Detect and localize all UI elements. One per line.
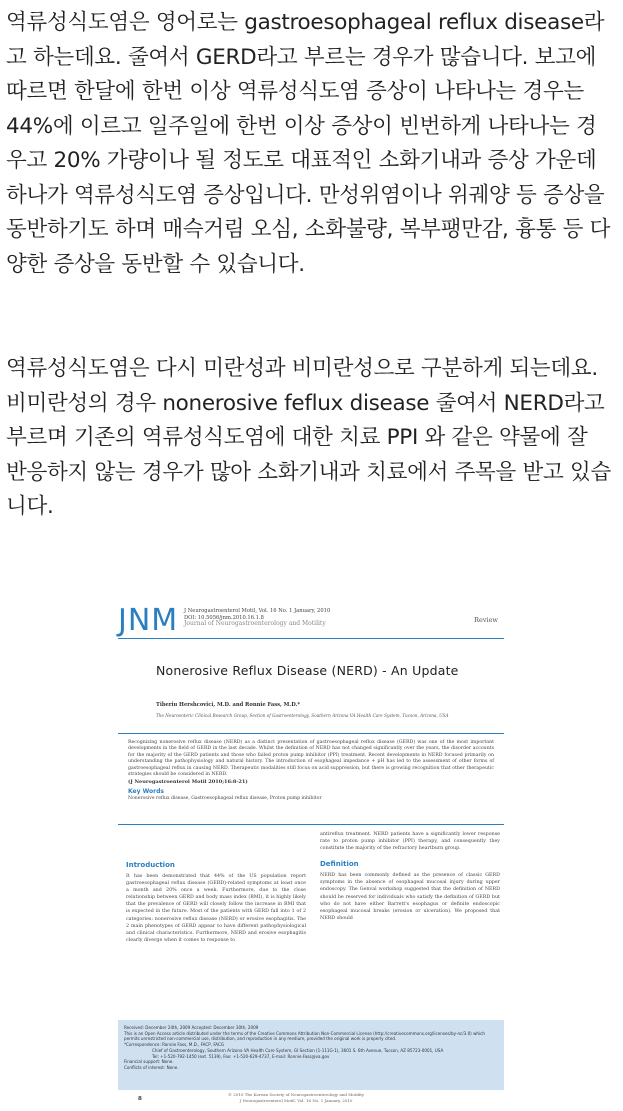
journal-header: [118, 604, 504, 640]
footnote-address: Chief of Gastroenterology, Southern Arizona VA Health Care System, GI Section (1-111G-1), 3601 S. 6th Avenue, Tucson, AZ 85723-0001, USA: [152, 1047, 444, 1053]
abstract-citation: (J Neurogastroenterol Motil 2010;16:8-21): [128, 779, 248, 786]
definition-heading: Definition: [320, 860, 359, 869]
copyright-line-1: © 2010 The Korean Society of Neurogastroenterology and Motility: [228, 1092, 365, 1097]
paper-authors: Tiberiu Hershcovici, M.D. and Ronnie Fass, M.D.*: [156, 702, 301, 708]
paper-image: [108, 596, 514, 1106]
journal-doi: DOI: 10.5056/jnm.2010.16.1.8: [184, 615, 264, 621]
footnote-contact: Tel: +1-520-792-1450 (ext. 5139), Fax: +1-520-629-4737, E-mail: Ronnie.Fass@va.gov: [152, 1053, 330, 1059]
paragraph-1: 역류성식도염은 영어로는 gastroesophageal reflux disease라고 하는데요. 줄여서 GERD라고 부르는 경우가 많습니다. 보고에 따르면 한달에 한번 이상 역류성식도염 증상이 나타나는 경우는 44%에 이르고 일주일에 한번 이상 증상이 빈번하게 나타나는 경우고 20% 가량이나 될 정도로 대표적인 소화기내과 증상 가운데 하나가 역류성식도염 증상입니다. 만성위염이나 위궤양 등 증상을 동반하기도 하며 매슥거림 오심, 소화불량, 복부팽만감, 흉통 등 다양한 증상을 동반할 수 있습니다.: [6, 10, 611, 277]
copyright: [228, 1092, 364, 1103]
footnote-license: This is an Open Access article distributed under the terms of the Creative Commons Attribution Non-Commercial License (http://creativecommons.org/licenses/by-nc/3.0) which permits unrestricted non-commercial use, distribution, and reproduction in any medium, provided the original work is properly cited.: [124, 1030, 486, 1042]
intro-heading: Introduction: [126, 861, 175, 869]
abstract-box: [118, 733, 504, 825]
footnote-correspondence: *Correspondence: Ronnie Fass, M.D., FACP, FACG: [124, 1042, 225, 1048]
col2-top-text: antireflux treatment. NERD patients have a significantly lower response rate to proton pump inhibitor (PPI) therapy, and consequently they constitute the majority of the refractory heartburn group.: [320, 832, 500, 852]
footnote-financial: Financial support: None.: [124, 1059, 174, 1065]
copyright-line-2: J Neurogastroenterol Motil, Vol. 16 No. 1 January, 2010: [239, 1097, 353, 1103]
paragraph-2: 역류성식도염은 다시 미란성과 비미란성으로 구분하게 되는데요. 비미란성의 경우 nonerosive feflux disease 줄여서 NERD라고 부르며 기존의 역류성식도염에 대한 치료 PPI 와 같은 약물에 잘 반응하지 않는 경우가 많아 소화기내과 치료에서 주목을 받고 있습니다.: [6, 356, 611, 519]
left-column: [126, 861, 306, 944]
abstract-text: Recognizing nonerosive reflux disease (NERD) as a distinct presentation of gastroesophageal reflux disease (GERD) was one of the most important developments in the field of GERD in the last decade. Whilst the definition of NERD has not changed significantly over the years, the disorder accounts for the majority of the GERD patients and those who failed proton pump inhibitor (PPI) treatment. Recent developments in NERD focused primarily on understanding the pathophysiology and natural history. The introduction of esophageal impedance + pH has led to the assessment of other forms of gastroesophageal reflux in causing NERD. Therapeutic modalities still focus on acid suppression, but there is growing recognition that other therapeutic strategies should be considered in NERD.: [128, 740, 494, 778]
keywords-text: Nonerosive reflux disease, Gastroesophageal reflux disease, Proton pump inhibitor: [128, 796, 322, 802]
definition-text: NERD has been commonly defined as the presence of classic GERD symptoms in the absence of esophageal mucosal injury during upper endoscopy. The Genval workshop suggested that the definition of NERD should be reserved for individuals who satisfy the definition of GERD but who do not have either Barrett's esophagus or definite endoscopic esophageal mucosal breaks (erosion or ulceration). We proposed that NERD should: [320, 873, 500, 921]
journal-issue: J Neurogastroenterol Motil, Vol. 16 No. 1 January, 2010: [184, 608, 331, 614]
keywords-heading: Key Words: [128, 788, 164, 796]
paper-title: Nonerosive Reflux Disease (NERD) - An Update: [156, 663, 459, 678]
footnote-conflicts: Conflicts of interest: None.: [124, 1064, 179, 1070]
footnote-box: [118, 1020, 504, 1090]
header-rule: [118, 638, 504, 639]
journal-name: Journal of Neurogastroenterology and Motility: [184, 620, 326, 627]
paper-affiliation: The Neuroenteric Clinical Research Group, Section of Gastroenterology, Southern Arizona VA Health Care System, Tucson, Arizona, USA: [156, 713, 449, 718]
page-number: 8: [138, 1096, 142, 1102]
journal-logo: JNM: [118, 603, 179, 638]
intro-text: It has been demonstrated that 44% of the US population report gastroesophageal reflux disease (GERD)-related symptoms at least once a month and 20% once a week. Furthermore, due to the close relationship between GERD and body mass index (BMI), it is highly likely that the prevalence of GERD will closely follow the increase in BMI that is expected in the future. Most of the patients with GERD fall into 1 of 2 categories: nonerosive reflux disease (NERD) or erosive esophagitis. The 2 main phenotypes of GERD appear to have different pathophysiological and clinical characteristics. Furthermore, NERD and erosive esophagitis clearly diverge when it comes to response to: [126, 874, 306, 943]
article-type: Review: [474, 616, 498, 624]
footnote-received: Received: December 24th, 2009 Accepted: December 30th, 2009: [124, 1025, 259, 1030]
right-column: [320, 831, 500, 922]
